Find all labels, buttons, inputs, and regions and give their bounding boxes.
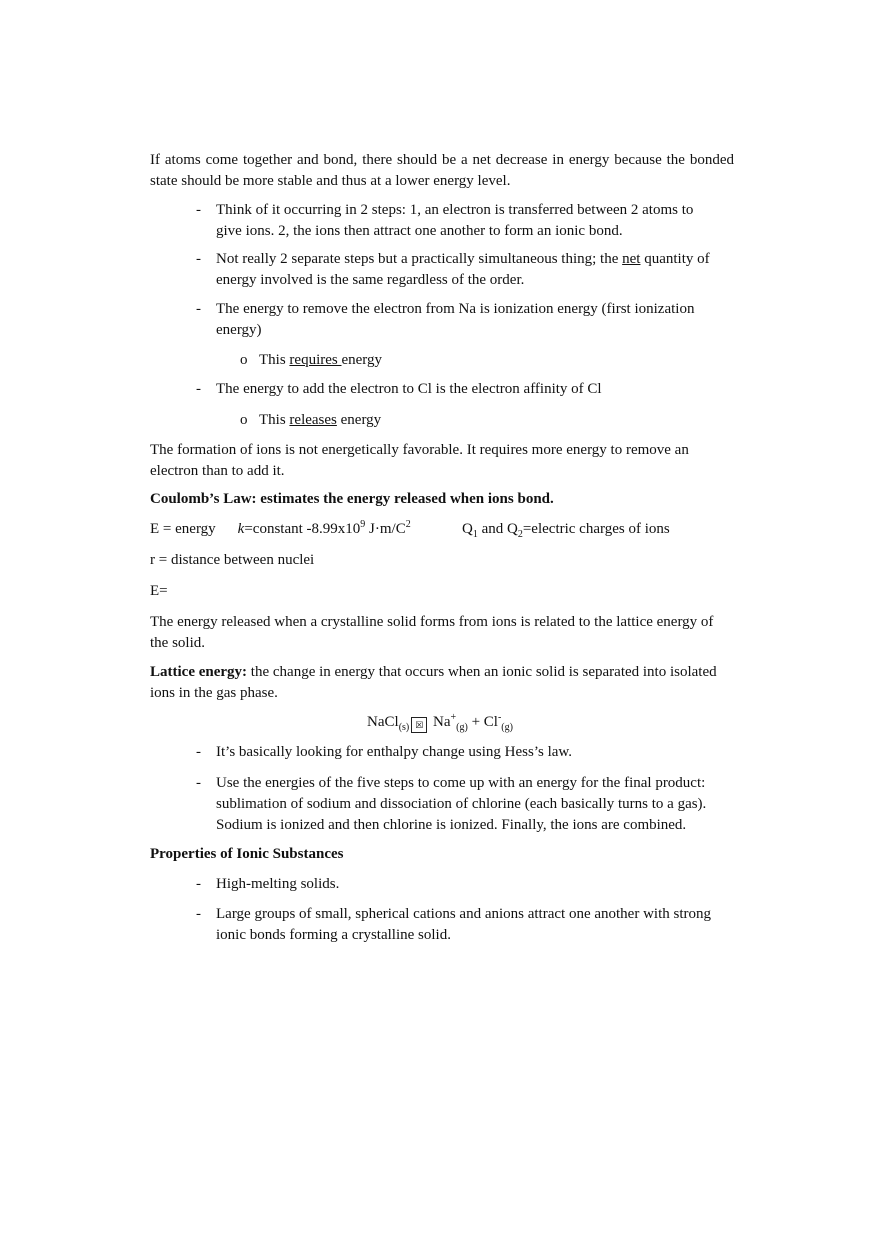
dash-marker: - [196,202,201,218]
bullet-item [196,742,716,763]
coulomb-definitions: E = energy k=constant $-8.99x10^9$ $J\cdot m/C^2$ $Q_1$ and $Q_2=electric$ charges of ions [150,519,670,540]
bullet-text: The energy to add the electron to Cl is the electron affinity of Cl [216,381,602,397]
bullet-text: It’s basically looking for enthalpy change using Hess’s law. [216,744,573,760]
sub-bullet-item: o This releases energy [240,412,382,428]
dash-marker: - [196,251,201,267]
dash-marker: - [196,744,201,760]
missing-glyph-arrow-icon: ☒ [411,717,427,733]
bullet-text: High-melting solids. [216,876,340,892]
dash-marker: - [196,876,201,892]
bullet-text: Think of it occurring in 2 steps: 1, an electron is transferred between 2 atoms to give ions. 2, the ions then attract one another to form an ionic bond. [216,202,694,239]
dash-marker: - [196,775,201,791]
bullet-item [196,299,716,341]
bullet-item [196,773,716,836]
coulomb-heading: Coulomb’s Law: estimates the energy released when ions bond. [150,491,554,507]
dash-marker: - [196,381,201,397]
energy-equation: E= [150,583,168,599]
bullet-text: Use the energies of the five steps to come up with an energy for the final product: sublimation of sodium and dissociation of chlorine (each basically turns to a gas). Sodium is ionized and then chlorine is ionized. Finally, the ions are combined. [216,775,707,833]
crystal-paragraph: The energy released when a crystalline solid forms from ions is related to the lattice energy of the solid. [150,614,714,651]
ions-paragraph: The formation of ions is not energetically favorable. It requires more energy to remove an electron than to add it. [150,442,689,479]
bullet-item [196,200,716,242]
bullet-item [196,874,716,895]
r-definition: r = distance between nuclei [150,552,315,568]
lattice-definition: Lattice energy: the change in energy that occurs when an ionic solid is separated into isolated ions in the gas phase. [150,664,717,701]
dash-marker: - [196,301,201,317]
bullet-text: Large groups of small, spherical cations and anions attract one another with strong ionic bonds forming a crystalline solid. [216,906,711,943]
lattice-equation: NaCl$_{(s)}$ ☒ $Na^+_{(g)} + Cl^-_{(g)}$ [367,712,513,733]
bullet-text: The energy to remove the electron from Na is ionization energy (first ionization energy) [216,301,695,338]
dash-marker: - [196,906,201,922]
sub-bullet-item: o This requires energy [240,352,383,368]
bullet-text: Not really 2 separate steps but a practically simultaneous thing; the net quantity of energy involved is the same regardless of the order. [216,251,710,288]
intro-paragraph: If atoms come together and bond, there should be a net decrease in energy because the bonded state should be more stable and thus at a lower energy level. [150,152,734,189]
properties-heading: Properties of Ionic Substances [150,846,344,862]
bullet-item [196,249,716,291]
bullet-item [196,379,716,400]
bullet-item [196,904,716,946]
